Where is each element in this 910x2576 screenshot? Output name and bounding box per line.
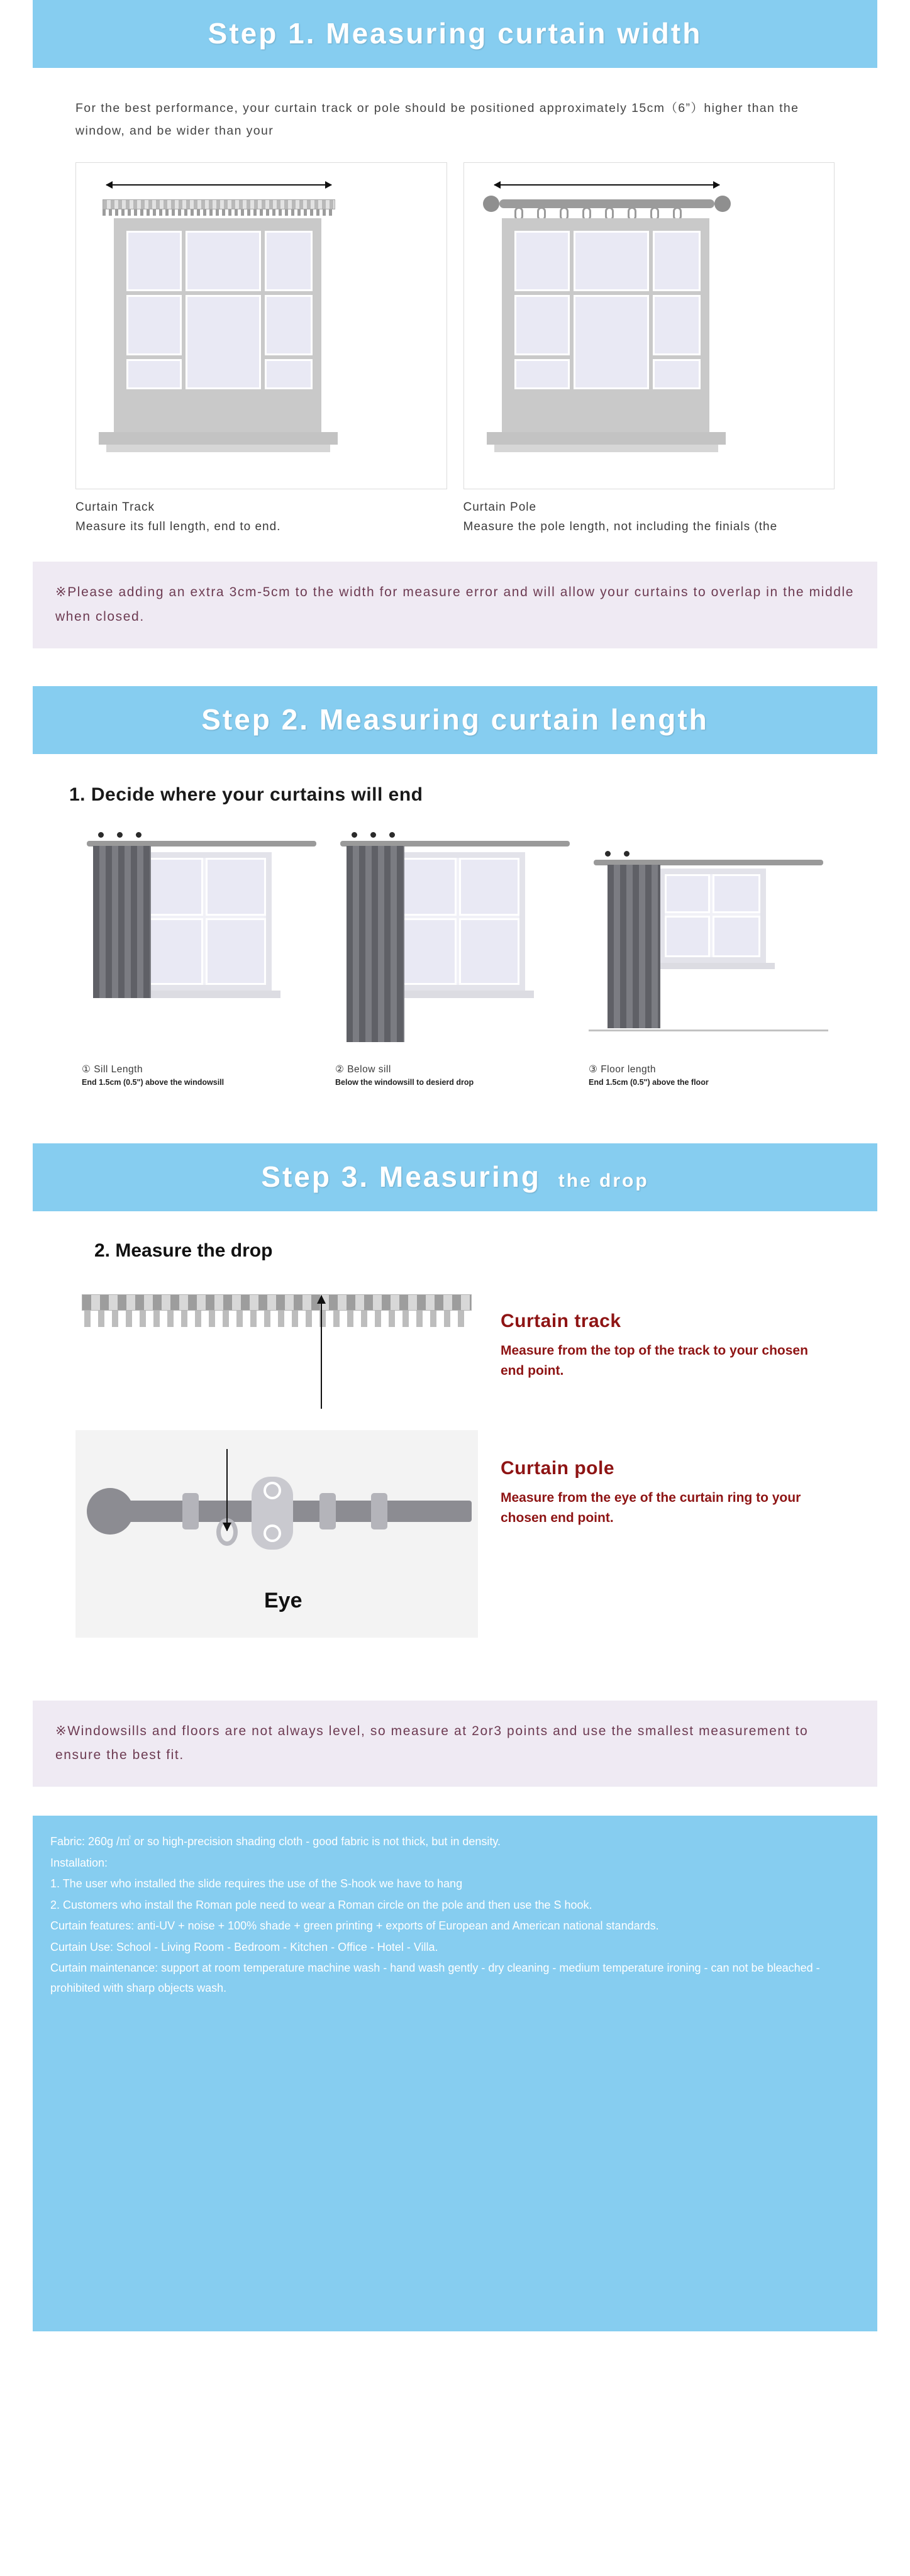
track-rail <box>82 1294 472 1311</box>
window-pane <box>653 295 701 355</box>
curtain-pole-desc: Measure the pole length, not including the finials (the <box>463 519 778 533</box>
curtain-pole-drop-row <box>0 1402 910 1638</box>
window-pane <box>574 295 649 389</box>
window-inner <box>511 227 701 423</box>
curtain-hook-icon <box>389 832 395 838</box>
track-hooks <box>84 1311 472 1327</box>
window-pane <box>459 918 519 985</box>
window-frame <box>114 218 321 432</box>
info-line: Installation: <box>50 1856 108 1869</box>
step1-banner: Step 1. Measuring curtain width <box>33 0 877 68</box>
width-measure-arrow <box>494 184 719 186</box>
step3-banner-wrap <box>0 1143 910 1211</box>
step1-intro-text: For the best performance, your curtain track or pole should be positioned approximately 15cm（6”）higher than the window, and be wider than your <box>75 101 799 138</box>
info-line: Fabric: 260g /㎡ or so high-precision shading cloth - good fabric is not thick, but in density. <box>50 1835 501 1848</box>
step3-subhead: 2. Measure the drop <box>94 1240 273 1261</box>
step2-banner: Step 2. Measuring curtain length <box>33 686 877 754</box>
pole-finial-right <box>714 196 731 212</box>
info-line: Curtain features: anti-UV + noise + 100% shade + green printing + exports of European and American national standards. <box>50 1919 659 1933</box>
spacer <box>0 1638 910 1675</box>
window-pane <box>265 231 313 291</box>
pole-scene <box>75 1430 478 1638</box>
step2-subhead: 1. Decide where your curtains will end <box>69 784 423 805</box>
bracket-hole-icon <box>264 1482 281 1499</box>
floor-length-illustration <box>589 824 828 1057</box>
eye-label: Eye <box>264 1588 302 1613</box>
pole-rod <box>119 1501 472 1522</box>
window-pane <box>514 359 570 389</box>
floor-length-cell <box>589 824 828 1087</box>
step3-banner-main: Step 3. Measuring <box>261 1160 541 1193</box>
window-sill <box>386 991 534 998</box>
curtain-hook-icon <box>624 851 630 857</box>
curtain-hook-icon <box>136 832 141 838</box>
curtain-panel <box>93 846 151 998</box>
pole-finial-left <box>483 196 499 212</box>
window-sill-lower <box>106 445 330 452</box>
window-pane <box>574 231 649 291</box>
step1-note: ※Please adding an extra 3cm-5cm to the width for measure error and will allow your curtains to overlap in the middle when closed. <box>33 562 877 648</box>
curtain-panel <box>608 865 660 1028</box>
curtain-track-cell <box>75 162 447 536</box>
spacer <box>0 648 910 686</box>
track-scene <box>75 1283 478 1402</box>
window-pane <box>145 858 203 916</box>
window-pane <box>265 295 313 355</box>
curtain-pole-caption <box>463 489 835 536</box>
pole-collar <box>319 1493 336 1530</box>
curtain-hook-icon <box>117 832 123 838</box>
curtain-pole-drop-text <box>501 1430 835 1529</box>
window-inner <box>123 227 313 423</box>
window-pane <box>514 295 570 355</box>
info-line: 2. Customers who install the Roman pole need to wear a Roman circle on the pole and then use the S hook. <box>50 1898 592 1911</box>
window-pane <box>713 874 760 913</box>
window-frame <box>140 852 272 991</box>
window-frame <box>393 852 525 991</box>
window-pane <box>459 858 519 916</box>
curtain-hook-icon <box>352 832 357 838</box>
below-sill-label: ② Below sill <box>335 1063 391 1075</box>
curtain-track-illustration <box>75 162 447 489</box>
step2-illustration-row <box>0 806 910 1087</box>
curtain-pole-drop-title: Curtain pole <box>501 1457 615 1479</box>
curtain-track-glides <box>103 209 335 216</box>
window-pane <box>206 918 266 985</box>
window-pane <box>665 874 710 913</box>
sill-length-illustration <box>82 824 321 1057</box>
curtain-panel <box>347 846 404 1042</box>
pole-bracket <box>252 1477 293 1550</box>
curtain-track-drop-text <box>501 1283 835 1382</box>
product-info-panel <box>33 1816 877 2331</box>
curtain-track-drop-row <box>0 1262 910 1402</box>
window-pane <box>145 918 203 985</box>
curtain-track-desc: Measure its full length, end to end. <box>75 519 281 533</box>
sill-length-cell <box>82 824 321 1087</box>
window-pane <box>713 916 760 957</box>
floor-length-label: ③ Floor length <box>589 1063 657 1075</box>
curtain-pole-illustration <box>463 162 835 489</box>
below-sill-illustration <box>335 824 575 1057</box>
window-sill <box>487 432 726 445</box>
curtain-pole-drop-desc: Measure from the eye of the curtain ring to your chosen end point. <box>501 1490 801 1526</box>
pole-collar <box>371 1493 387 1530</box>
sill-length-label: ① Sill Length <box>82 1063 143 1075</box>
curtain-track-drop-illustration <box>75 1283 478 1402</box>
step3-banner <box>33 1143 877 1211</box>
window-pane <box>126 231 182 291</box>
window-pane <box>206 858 266 916</box>
window-sill <box>132 991 280 998</box>
info-line: Curtain maintenance: support at room temperature machine wash - hand wash gently - dry cleaning - medium temperature ironing - can not be bleached - prohibited with sharp objects wash. <box>50 1962 820 1994</box>
below-sill-sublabel: Below the windowsill to desierd drop <box>335 1077 474 1087</box>
window-sill <box>99 432 338 445</box>
drop-measure-arrow <box>321 1296 322 1409</box>
width-measure-arrow <box>106 184 331 186</box>
curtain-hook-icon <box>370 832 376 838</box>
window-pane <box>653 359 701 389</box>
window-pane <box>186 231 261 291</box>
window-pane <box>186 295 261 389</box>
step3-banner-sub: the drop <box>558 1170 649 1191</box>
window-sill <box>652 963 775 969</box>
spacer <box>0 1087 910 1143</box>
bracket-hole-icon <box>264 1524 281 1542</box>
window-frame <box>659 869 766 963</box>
step1-diagram-row <box>0 148 910 536</box>
window-pane <box>126 295 182 355</box>
curtain-pole-drop-illustration <box>75 1430 478 1638</box>
window-pane <box>665 916 710 957</box>
window-pane <box>265 359 313 389</box>
window-pane <box>514 231 570 291</box>
info-line: 1. The user who installed the slide requires the use of the S-hook we have to hang <box>50 1877 463 1890</box>
curtain-pole-cell <box>463 162 835 536</box>
curtain-track-rail <box>103 199 335 209</box>
curtain-track-caption <box>75 489 447 536</box>
below-sill-cell <box>335 824 575 1087</box>
window-pane <box>399 918 457 985</box>
info-line: Curtain Use: School - Living Room - Bedroom - Kitchen - Office - Hotel - Villa. <box>50 1940 438 1953</box>
window-pane <box>126 359 182 389</box>
step2-banner-wrap <box>0 686 910 754</box>
step3-note: ※Windowsills and floors are not always level, so measure at 2or3 points and use the smallest measurement to ensure the best fit. <box>33 1701 877 1787</box>
curtain-track-title: Curtain Track <box>75 501 155 514</box>
eye-measure-arrow <box>226 1449 228 1531</box>
curtain-pole-title: Curtain Pole <box>463 501 537 514</box>
sill-length-sublabel: End 1.5cm (0.5") above the windowsill <box>82 1077 225 1087</box>
pole-collar <box>182 1493 199 1530</box>
curtain-track-drop-desc: Measure from the top of the track to your chosen end point. <box>501 1343 808 1379</box>
window-pane <box>399 858 457 916</box>
floor-line <box>589 1030 828 1031</box>
curtain-hook-icon <box>98 832 104 838</box>
curtain-track-drop-title: Curtain track <box>501 1310 621 1331</box>
window-sill-lower <box>494 445 718 452</box>
step1-banner-wrap <box>0 0 910 68</box>
curtain-hook-icon <box>605 851 611 857</box>
window-frame <box>502 218 709 432</box>
floor-length-sublabel: End 1.5cm (0.5") above the floor <box>589 1077 709 1087</box>
window-pane <box>653 231 701 291</box>
